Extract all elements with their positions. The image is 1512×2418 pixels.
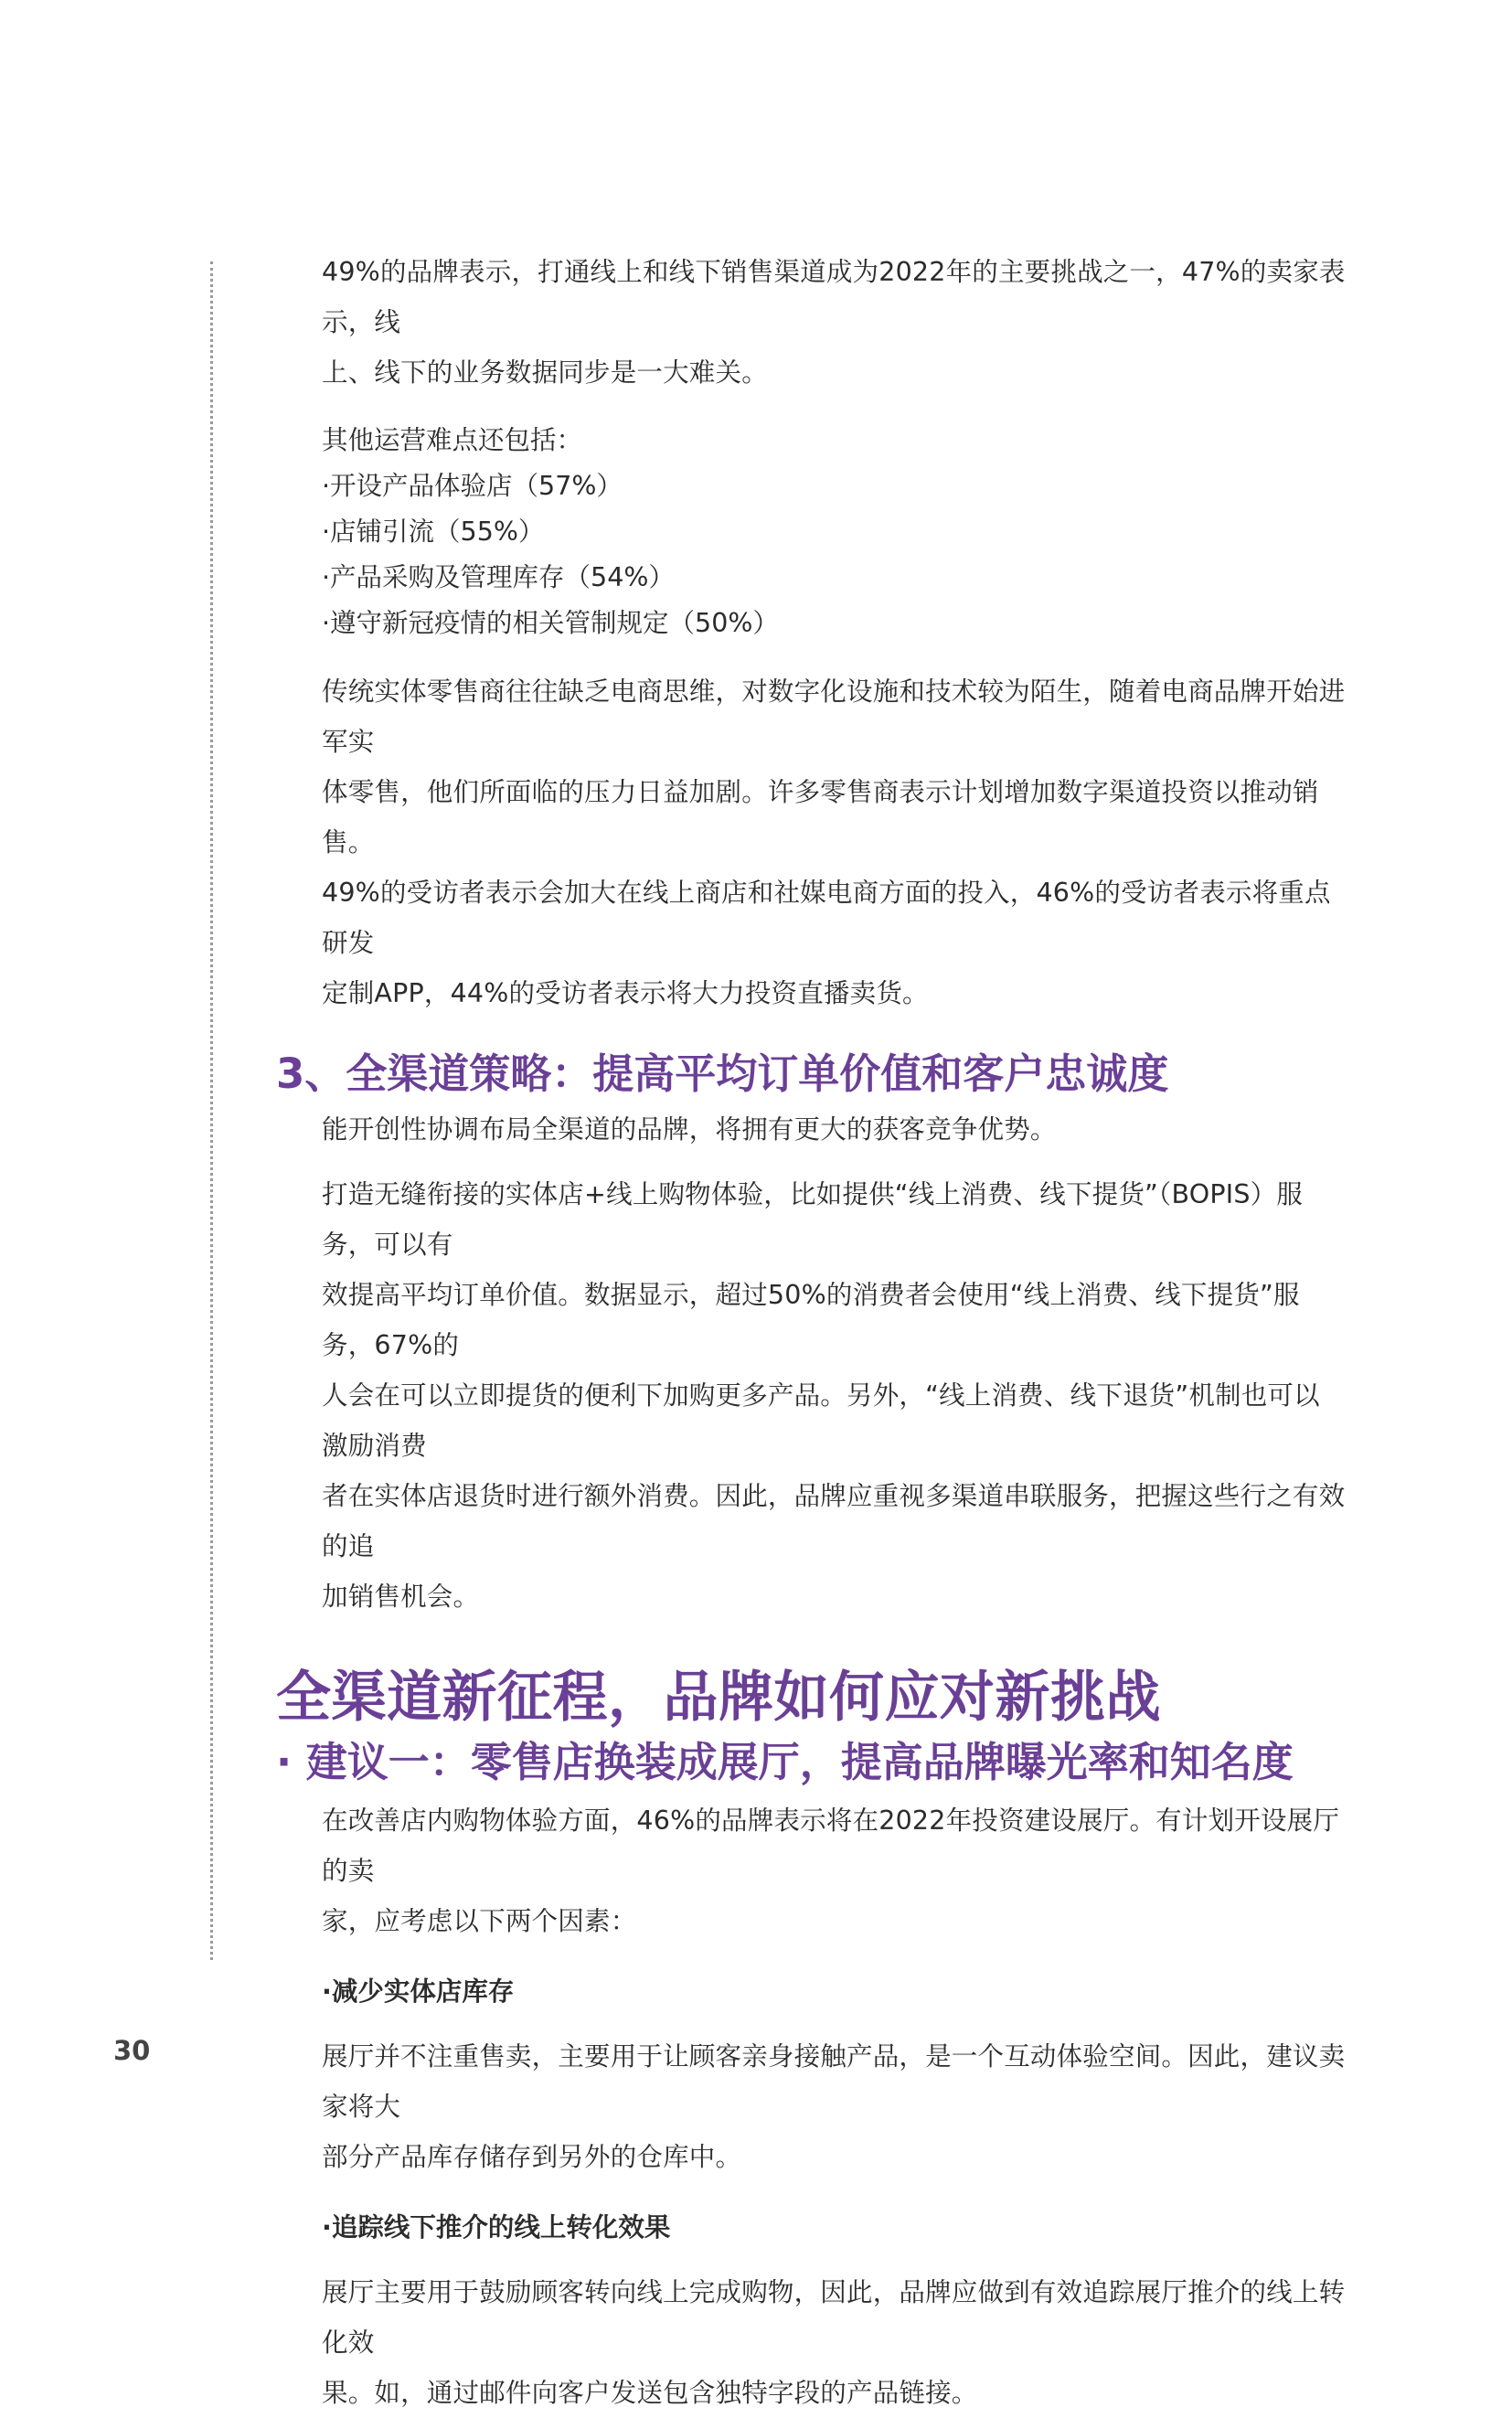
text-line: 果。如，通过邮件向客户发送包含独特字段的产品链接。 <box>322 2378 978 2408</box>
showroom-paragraph <box>322 1795 1346 1946</box>
text-line: 49%的品牌表示，打通线上和线下销售渠道成为2022年的主要挑战之一，47%的卖家表示，线 <box>322 257 1346 337</box>
factor-title: ·追踪线下推介的线上转化效果 <box>322 2212 671 2242</box>
text-line: 人会在可以立即提货的便利下加购更多产品。另外，“线上消费、线下退货”机制也可以激励消费 <box>322 1380 1320 1461</box>
section-heading-omnichannel: 3、全渠道策略：提高平均订单价值和客户忠诚度 <box>276 1049 1169 1098</box>
text-line: 者在实体店退货时进行额外消费。因此，品牌应重视多渠道串联服务，把握这些行之有效的追 <box>322 1481 1346 1561</box>
text-line: 展厅主要用于鼓励顾客转向线上完成购物，因此，品牌应做到有效追踪展厅推介的线上转化效 <box>322 2277 1346 2358</box>
text-line: 上、线下的业务数据同步是一大难关。 <box>322 357 768 388</box>
recommendation-heading: · 建议一：零售店换装成展厅，提高品牌曝光率和知名度 <box>276 1738 1294 1786</box>
text-line: 加销售机会。 <box>322 1582 480 1612</box>
list-item: ·产品采购及管理库存（54%） <box>322 562 675 592</box>
text-line: 打造无缝衔接的实体店+线上购物体验，比如提供“线上消费、线下提货”（BOPIS）服务，可以有 <box>322 1179 1304 1260</box>
text-line: 家，应考虑以下两个因素： <box>322 1906 637 1936</box>
text-line: 定制APP，44%的受访者表示将大力投资直播卖货。 <box>322 978 929 1008</box>
list-item: ·开设产品体验店（57%） <box>322 471 623 501</box>
retail-paragraph <box>322 666 1346 1018</box>
omnichannel-intro: 能开创性协调布局全渠道的品牌，将拥有更大的获客竞争优势。 <box>322 1114 1057 1145</box>
text-line: 效提高平均订单价值。数据显示，超过50%的消费者会使用“线上消费、线下提货”服务，67%的 <box>322 1280 1300 1360</box>
page-content <box>276 247 1346 2418</box>
list-intro: 其他运营难点还包括： <box>322 425 583 455</box>
text-line: 传统实体零售商往往缺乏电商思维，对数字化设施和技术较为陌生，随着电商品牌开始进军实 <box>322 676 1346 757</box>
text-line: 部分产品库存储存到另外的仓库中。 <box>322 2142 742 2172</box>
factor-paragraph <box>322 2031 1346 2182</box>
text-line: 展厅并不注重售卖，主要用于让顾客亲身接触产品，是一个互动体验空间。因此，建议卖家将大 <box>322 2041 1346 2122</box>
factor-title: ·减少实体店库存 <box>322 1976 515 2007</box>
list-item: ·遵守新冠疫情的相关管制规定（50%） <box>322 608 779 638</box>
text-line: 49%的受访者表示会加大在线上商店和社媒电商方面的投入，46%的受访者表示将重点研发 <box>322 878 1331 958</box>
intro-paragraph <box>322 247 1346 398</box>
challenges-list <box>322 418 1346 646</box>
chapter-title: 全渠道新征程，品牌如何应对新挑战 <box>276 1666 1161 1730</box>
list-item: ·店铺引流（55%） <box>322 517 545 547</box>
dotted-margin-rule <box>210 261 213 1960</box>
text-line: 体零售，他们所面临的压力日益加剧。许多零售商表示计划增加数字渠道投资以推动销售。 <box>322 777 1319 857</box>
page-number: 30 <box>113 2035 151 2066</box>
text-line: 在改善店内购物体验方面，46%的品牌表示将在2022年投资建设展厅。有计划开设展厅的卖 <box>322 1806 1340 1886</box>
bopis-paragraph <box>322 1169 1346 1622</box>
factor-paragraph <box>322 2267 1346 2418</box>
